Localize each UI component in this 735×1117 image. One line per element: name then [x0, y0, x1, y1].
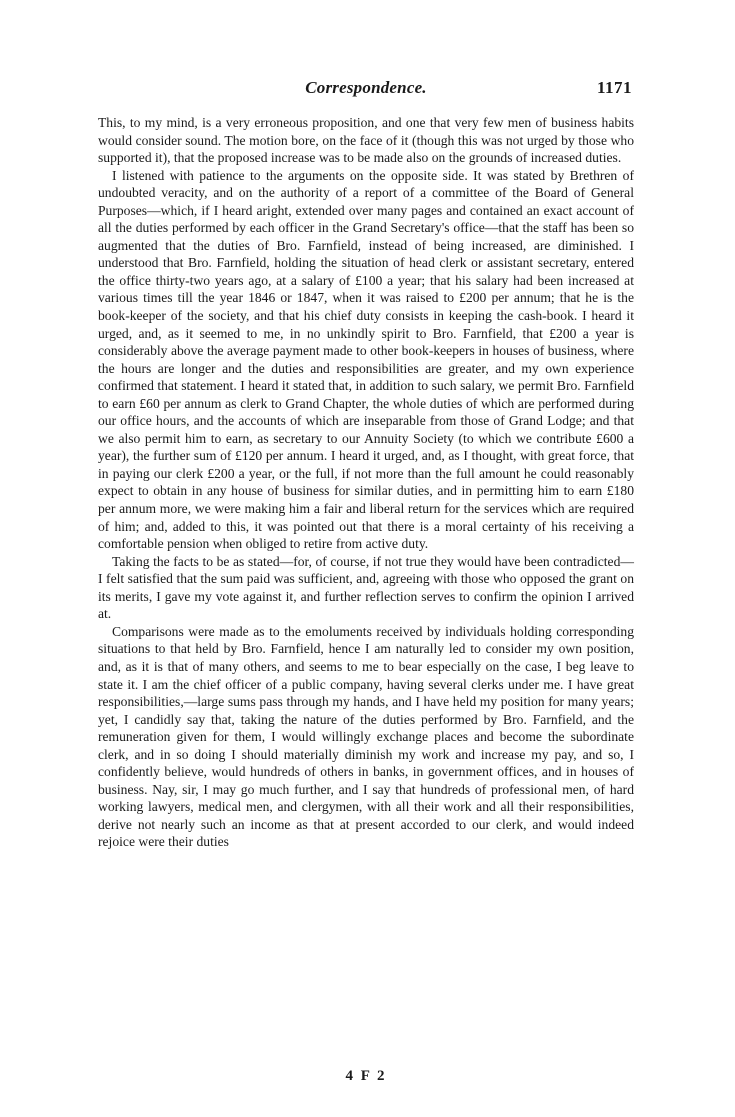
paragraph: I listened with patience to the arguments on the opposite side. It was stated by Brethren of undoubted veracity, and on the authority of a report of a committee of the Board of General Purposes—which, if I heard aright, extended over many pages and contained an exact account of all the duties performed by each officer in the Grand Secretary's office—that the staff has been so augmented that the duties of Bro. Farnfield, instead of being increased, are diminished. I understood that Bro. Farnfield, holding the situation of head clerk or assistant secretary, entered the office thirty-two years ago, at a salary of £100 a year; that his salary had been increased at various times till the year 1846 or 1847, when it was raised to £200 per annum; that he is the book-keeper of the society, and that his chief duty consists in keeping the cash-book. I heard it urged, and, as it seemed to me, in no unkindly spirit to Bro. Farnfield, that £200 a year is considerably above the average payment made to other book-keepers in houses of business, where the hours are longer and the duties and responsibilities are greater, and my own experience confirmed that statement. I heard it stated that, in addition to such salary, we permit Bro. Farnfield to earn £60 per annum as clerk to Grand Chapter, the whole duties of which are performed during our office hours, and the accounts of which are inseparable from those of Grand Lodge; and that we also permit him to earn, as secretary to our Annuity Society (to which we contribute £600 a year), the further sum of £120 per annum. I heard it urged, and, as I thought, with great force, that in paying our clerk £200 a year, or the full, if not more than the full amount he could reasonably expect to obtain in any house of business for similar duties, and in permitting him to earn £180 per annum more, we were making him a fair and liberal return for the services which are required of him; and, added to this, it was pointed out that there is a moral certainty of his receiving a comfortable pension when obliged to retire from active duty. — [98, 167, 634, 552]
running-header — [98, 78, 634, 106]
page-number: 1171 — [596, 78, 632, 97]
body-text — [98, 114, 634, 851]
paragraph: This, to my mind, is a very erroneous proposition, and one that very few men of business habits would consider sound. The motion bore, on the face of it (though this was not urged by those who supported it), that the proposed increase was to be made also on the grounds of increased duties. — [98, 115, 634, 166]
running-title: Correspondence. — [305, 78, 427, 97]
document-page — [98, 78, 634, 1098]
paragraph: Comparisons were made as to the emoluments received by individuals holding corresponding situations to that held by Bro. Farnfield, hence I am naturally led to consider my own position, and, as it is that of many others, and seems to me to bear especially on the case, I beg leave to state it. I am the chief officer of a public company, having several clerks under me. I have great responsibilities,—large sums pass through my hands, and I have held my position for many years; yet, I candidly say that, taking the nature of the duties performed by Bro. Farnfield, and the remuneration given for them, I would willingly exchange places and become the subordinate clerk, and in so doing I should materially diminish my work and increase my pay, and so, I confidently believe, would hundreds of others in banks, in government offices, and in houses of business. Nay, sir, I may go much further, and I say that hundreds of professional men, of hard working lawyers, medical men, and clergymen, with all their work and all their responsibilities, derive not nearly such an income as that at present accorded to our clerk, and would indeed rejoice were their duties — [98, 623, 634, 850]
signature-mark: 4 F 2 — [345, 1068, 387, 1084]
paragraph: Taking the facts to be as stated—for, of course, if not true they would have been contradicted—I felt satisfied that the sum paid was sufficient, and, agreeing with those who opposed the grant on its merits, I gave my vote against it, and further reflection serves to confirm the opinion I arrived at. — [98, 553, 634, 622]
